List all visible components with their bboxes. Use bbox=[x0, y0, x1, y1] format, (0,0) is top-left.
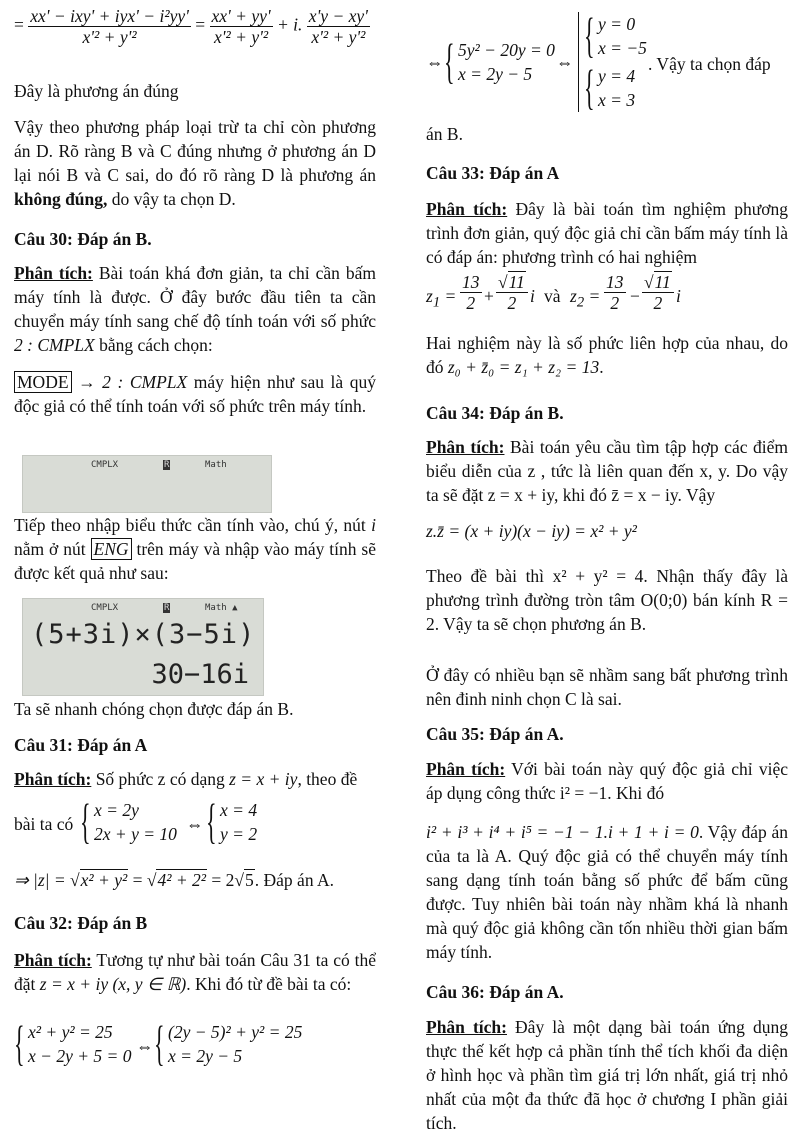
calculator-result: 30−16i bbox=[151, 659, 249, 690]
system-7: { y = 4 x = 3 bbox=[588, 64, 635, 112]
heading-cau-30: Câu 30: Đáp án B. bbox=[14, 229, 152, 249]
heading-cau-34: Câu 34: Đáp án B. bbox=[426, 403, 564, 423]
cau-34-product: z.z̄ = (x + iy)(x − iy) = x² + y² bbox=[426, 521, 637, 541]
paragraph-cau-35-analysis: Phân tích: Với bài toán này quý độc giả chỉ việc áp dụng công thức i² = −1. Khi đó bbox=[426, 759, 788, 803]
formula-fraction-3: $\frac{x'y - xy'}{\text{x'² + y'²}}$ bbox=[308, 6, 368, 47]
formula-quotient: = $\frac{\text{xx' − ixy' + iyx' − i²yy'}}{\text{x'² + y'²}}$ = $\frac{xx' + yy'}{\text{x'² + y'²}}$ + i. $\frac{x'y - xy'}{\text{x'² + y'²}}$ bbox=[14, 6, 368, 47]
paragraph-cau-36-analysis: Phân tích: Đây là một dạng bài toán ứng dụng thực thế kết hợp cả phần tính thể tích khối đa diện ở hình học và phần tìm giá trị lớn nhất, giá trị nhỏ nhất của một đa thức đã học ở chương I phần giải tích. bbox=[426, 1017, 788, 1133]
cau-31-system: bài ta có { x = 2y 2x + y = 10 ⇔ { x = 4 y = 2 bbox=[14, 796, 376, 850]
cau-33-roots: $z_1$ = $\frac{13}{2}$ + $\frac{√11}{2}$ i và $z_2$ = $\frac{13}{2}$ − $\frac{√11}{2}$ i bbox=[426, 272, 681, 313]
cau-32-solution: ⇔ { 5y² − 20y = 0 x = 2y − 5 ⇔ { y = 0 x = −5 { y = 4 x = 3 . Vậy ta chọn đáp bbox=[426, 10, 788, 114]
mode-key: MODE bbox=[14, 371, 72, 393]
calculator-expression: (5+3i)×(3−5i) bbox=[31, 619, 256, 650]
system-3: { x² + y² = 25 x − 2y + 5 = 0 bbox=[18, 1020, 131, 1068]
heading-cau-31: Câu 31: Đáp án A bbox=[14, 735, 148, 755]
system-1: { x = 2y 2x + y = 10 bbox=[84, 798, 177, 846]
paragraph-input-expression: Tiếp theo nhập biểu thức cần tính vào, chú ý, nút i nằm ở nút ENG trên máy và nhập vào máy tính sẽ được kết quả như sau: bbox=[14, 515, 376, 583]
system-5: { 5y² − 20y = 0 x = 2y − 5 bbox=[448, 38, 555, 86]
paragraph-quick-answer: Ta sẽ nhanh chóng chọn được đáp án B. bbox=[14, 699, 294, 719]
heading-cau-36: Câu 36: Đáp án A. bbox=[426, 982, 564, 1002]
paragraph-choose-b: án B. bbox=[426, 124, 463, 144]
paragraph-common-mistake: Ở đây có nhiều bạn sẽ nhầm sang bất phương trình nên đinh ninh chọn C là sai. bbox=[426, 665, 788, 709]
cau-31-modulus: ⇒ |z| = √x² + y² = √4² + 2² = 2√5. Đáp án A. bbox=[14, 870, 334, 890]
eng-key: ENG bbox=[91, 538, 132, 560]
system-2: { x = 4 y = 2 bbox=[210, 798, 257, 846]
paragraph-cau-35-result: i² + i³ + i⁴ + i⁵ = −1 − 1.i + 1 + i = 0. Vậy đáp án của ta là A. Quý độc giả có thể chuyển máy tính sang dạng tính toán bằng số phức để bấm cũng được. Tuy nhiên bài toán này nhầm khá là nhanh mà quý độc giả không cần tốn nhiều thời gian bấm máy tính. bbox=[426, 822, 788, 962]
calculator-screen-result: CMPLX R Math ▲ (5+3i)×(3−5i) 30−16i bbox=[22, 598, 264, 696]
paragraph-cau-33-analysis: Phân tích: Đây là bài toán tìm nghiệm phương trình đơn giản, quý độc giả chỉ cần bấm máy tính là có đáp án: phương trình có hai nghiệm bbox=[426, 199, 788, 267]
system-4: { (2y − 5)² + y² = 25 x = 2y − 5 bbox=[158, 1020, 302, 1068]
bracket-line bbox=[578, 12, 579, 112]
paragraph-cau-32-analysis: Phân tích: Tương tự như bài toán Câu 31 ta có thể đặt z = x + iy (x, y ∈ ℝ). Khi đó từ đề bài ta có: bbox=[14, 950, 376, 994]
paragraph-conjugate: Hai nghiệm này là số phức liên hợp của nhau, do đó z₀ + z̄₀ = z₁ + z₂ = 13. bbox=[426, 333, 788, 377]
system-6: { y = 0 x = −5 bbox=[588, 12, 647, 60]
formula-fraction-2: $\frac{xx' + yy'}{\text{x'² + y'²}}$ bbox=[211, 6, 271, 47]
paragraph-cau-30-analysis: Phân tích: Bài toán khá đơn giản, ta chỉ cần bấm máy tính là được. Ở đây bước đầu tiên ta cần chuyển máy tính sang chế độ tính toán với số phức 2 : CMPLX bằng cách chọn: bbox=[14, 263, 376, 355]
paragraph-correct-option: Đây là phương án đúng bbox=[14, 81, 179, 101]
paragraph-circle: Theo đề bài thì x² + y² = 4. Nhận thấy đây là phương trình đường tròn tâm O(0;0) bán kính R = 2. Vậy ta sẽ chọn phương án B. bbox=[426, 566, 788, 634]
paragraph-cau-34-analysis: Phân tích: Bài toán yêu cầu tìm tập hợp các điểm biểu diễn của z , tức là liên quan đến x, y. Do vậy ta sẽ đặt z = x + iy, khi đó z̄ = x − iy. Vậy bbox=[426, 437, 788, 505]
heading-cau-33: Câu 33: Đáp án A bbox=[426, 163, 560, 183]
heading-cau-32: Câu 32: Đáp án B bbox=[14, 913, 148, 933]
calculator-screen-cmplx: CMPLX R Math bbox=[22, 455, 272, 513]
paragraph-cau-31-analysis: Phân tích: Số phức z có dạng z = x + iy, theo đề bbox=[14, 769, 358, 789]
paragraph-elimination: Vậy theo phương pháp loại trừ ta chỉ còn phương án D. Rõ ràng B và C đúng nhưng ở phương án D lại nói B và C sai, do đó rõ ràng D là phương án không đúng, do vậy ta chọn D. bbox=[14, 117, 376, 209]
formula-fraction-1: $\frac{\text{xx' − ixy' + iyx' − i²yy'}}{\text{x'² + y'²}}$ bbox=[30, 6, 189, 47]
cau-32-system: { x² + y² = 25 x − 2y + 5 = 0 ⇔ { (2y − 5)² + y² = 25 x = 2y − 5 bbox=[14, 1018, 376, 1072]
heading-cau-35: Câu 35: Đáp án A. bbox=[426, 724, 564, 744]
paragraph-mode-select: MODE → 2 : CMPLX máy hiện như sau là quý độc giả có thể tính toán với số phức trên máy tính. bbox=[14, 372, 376, 416]
